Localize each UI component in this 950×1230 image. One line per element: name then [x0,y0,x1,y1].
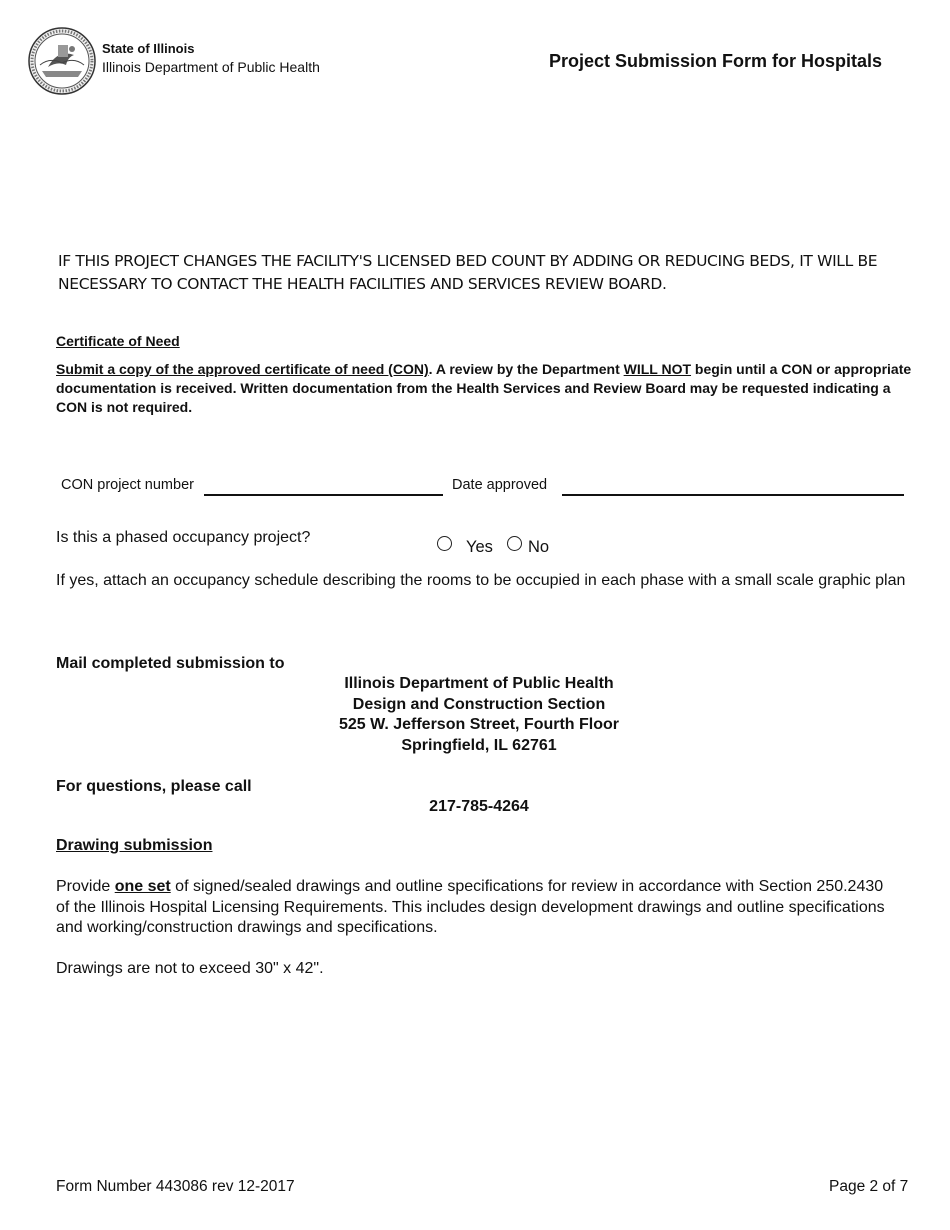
address-line: Springfield, IL 62761 [401,736,557,754]
department-name: Illinois Department of Public Health [102,59,320,75]
con-project-number-label: CON project number [61,477,194,493]
drawing-para-part3: of signed/sealed drawings and outline specifications for review in accordance with Section 250.2430 of the Illinois Hospital Licensing Requirements. This includes design development drawings and outline specifications and working/construction drawings and specifications. [56,878,885,936]
phased-occupancy-question: Is this a phased occupancy project? [56,529,311,546]
questions-heading: For questions, please call [56,778,252,795]
drawing-para-part2: one set [114,878,171,895]
page-number: Page 2 of 7 [829,1178,909,1195]
drawing-size-note: Drawings are not to exceed 30" x 42". [56,960,324,977]
phased-no-radio[interactable] [507,536,522,551]
phone-number: 217-785-4264 [429,798,529,815]
phased-yes-radio[interactable] [437,536,452,551]
mailing-address [279,674,679,756]
con-project-number-field[interactable] [204,494,443,496]
con-heading: Certificate of Need [56,333,180,349]
state-seal-icon [28,27,96,95]
address-line: Illinois Department of Public Health [344,675,614,692]
drawing-submission-instructions [56,877,886,939]
con-instructions-part1: Submit a copy of the approved certificate of need (CON) [56,361,429,377]
phased-yes-label: Yes [466,538,493,556]
form-number: Form Number 443086 rev 12-2017 [56,1178,295,1195]
address-line: 525 W. Jefferson Street, Fourth Floor [338,716,620,734]
form-title: Project Submission Form for Hospitals [549,51,883,71]
phased-occupancy-note: If yes, attach an occupancy schedule describing the rooms to be occupied in each phase with a small scale graphic plan [56,572,906,589]
phased-no-label: No [528,538,550,556]
date-approved-field[interactable] [562,494,904,496]
date-approved-label: Date approved [452,477,548,493]
drawing-para-part1: Provide [56,878,115,895]
org-name: State of Illinois [102,41,195,56]
bed-count-notice: IF THIS PROJECT CHANGES THE FACILITY'S LICENSED BED COUNT BY ADDING OR REDUCING BEDS, IT WILL BE NECESSARY TO CONTACT THE HEALTH FACILITIES AND SERVICES REVIEW BOARD. [58,252,878,293]
con-instructions-part4: begin until a CON or appropriate documentation is received. Written documentation from the Health Services and Review Board may be requested indicating a CON is not required. [56,361,912,415]
con-instructions-part2: . A review by the Department [428,361,624,377]
con-instructions [56,360,922,417]
mail-heading: Mail completed submission to [56,655,285,672]
drawing-submission-heading: Drawing submission [56,837,213,854]
con-instructions-part3: WILL NOT [623,361,692,377]
address-line: Design and Construction Section [352,695,606,713]
